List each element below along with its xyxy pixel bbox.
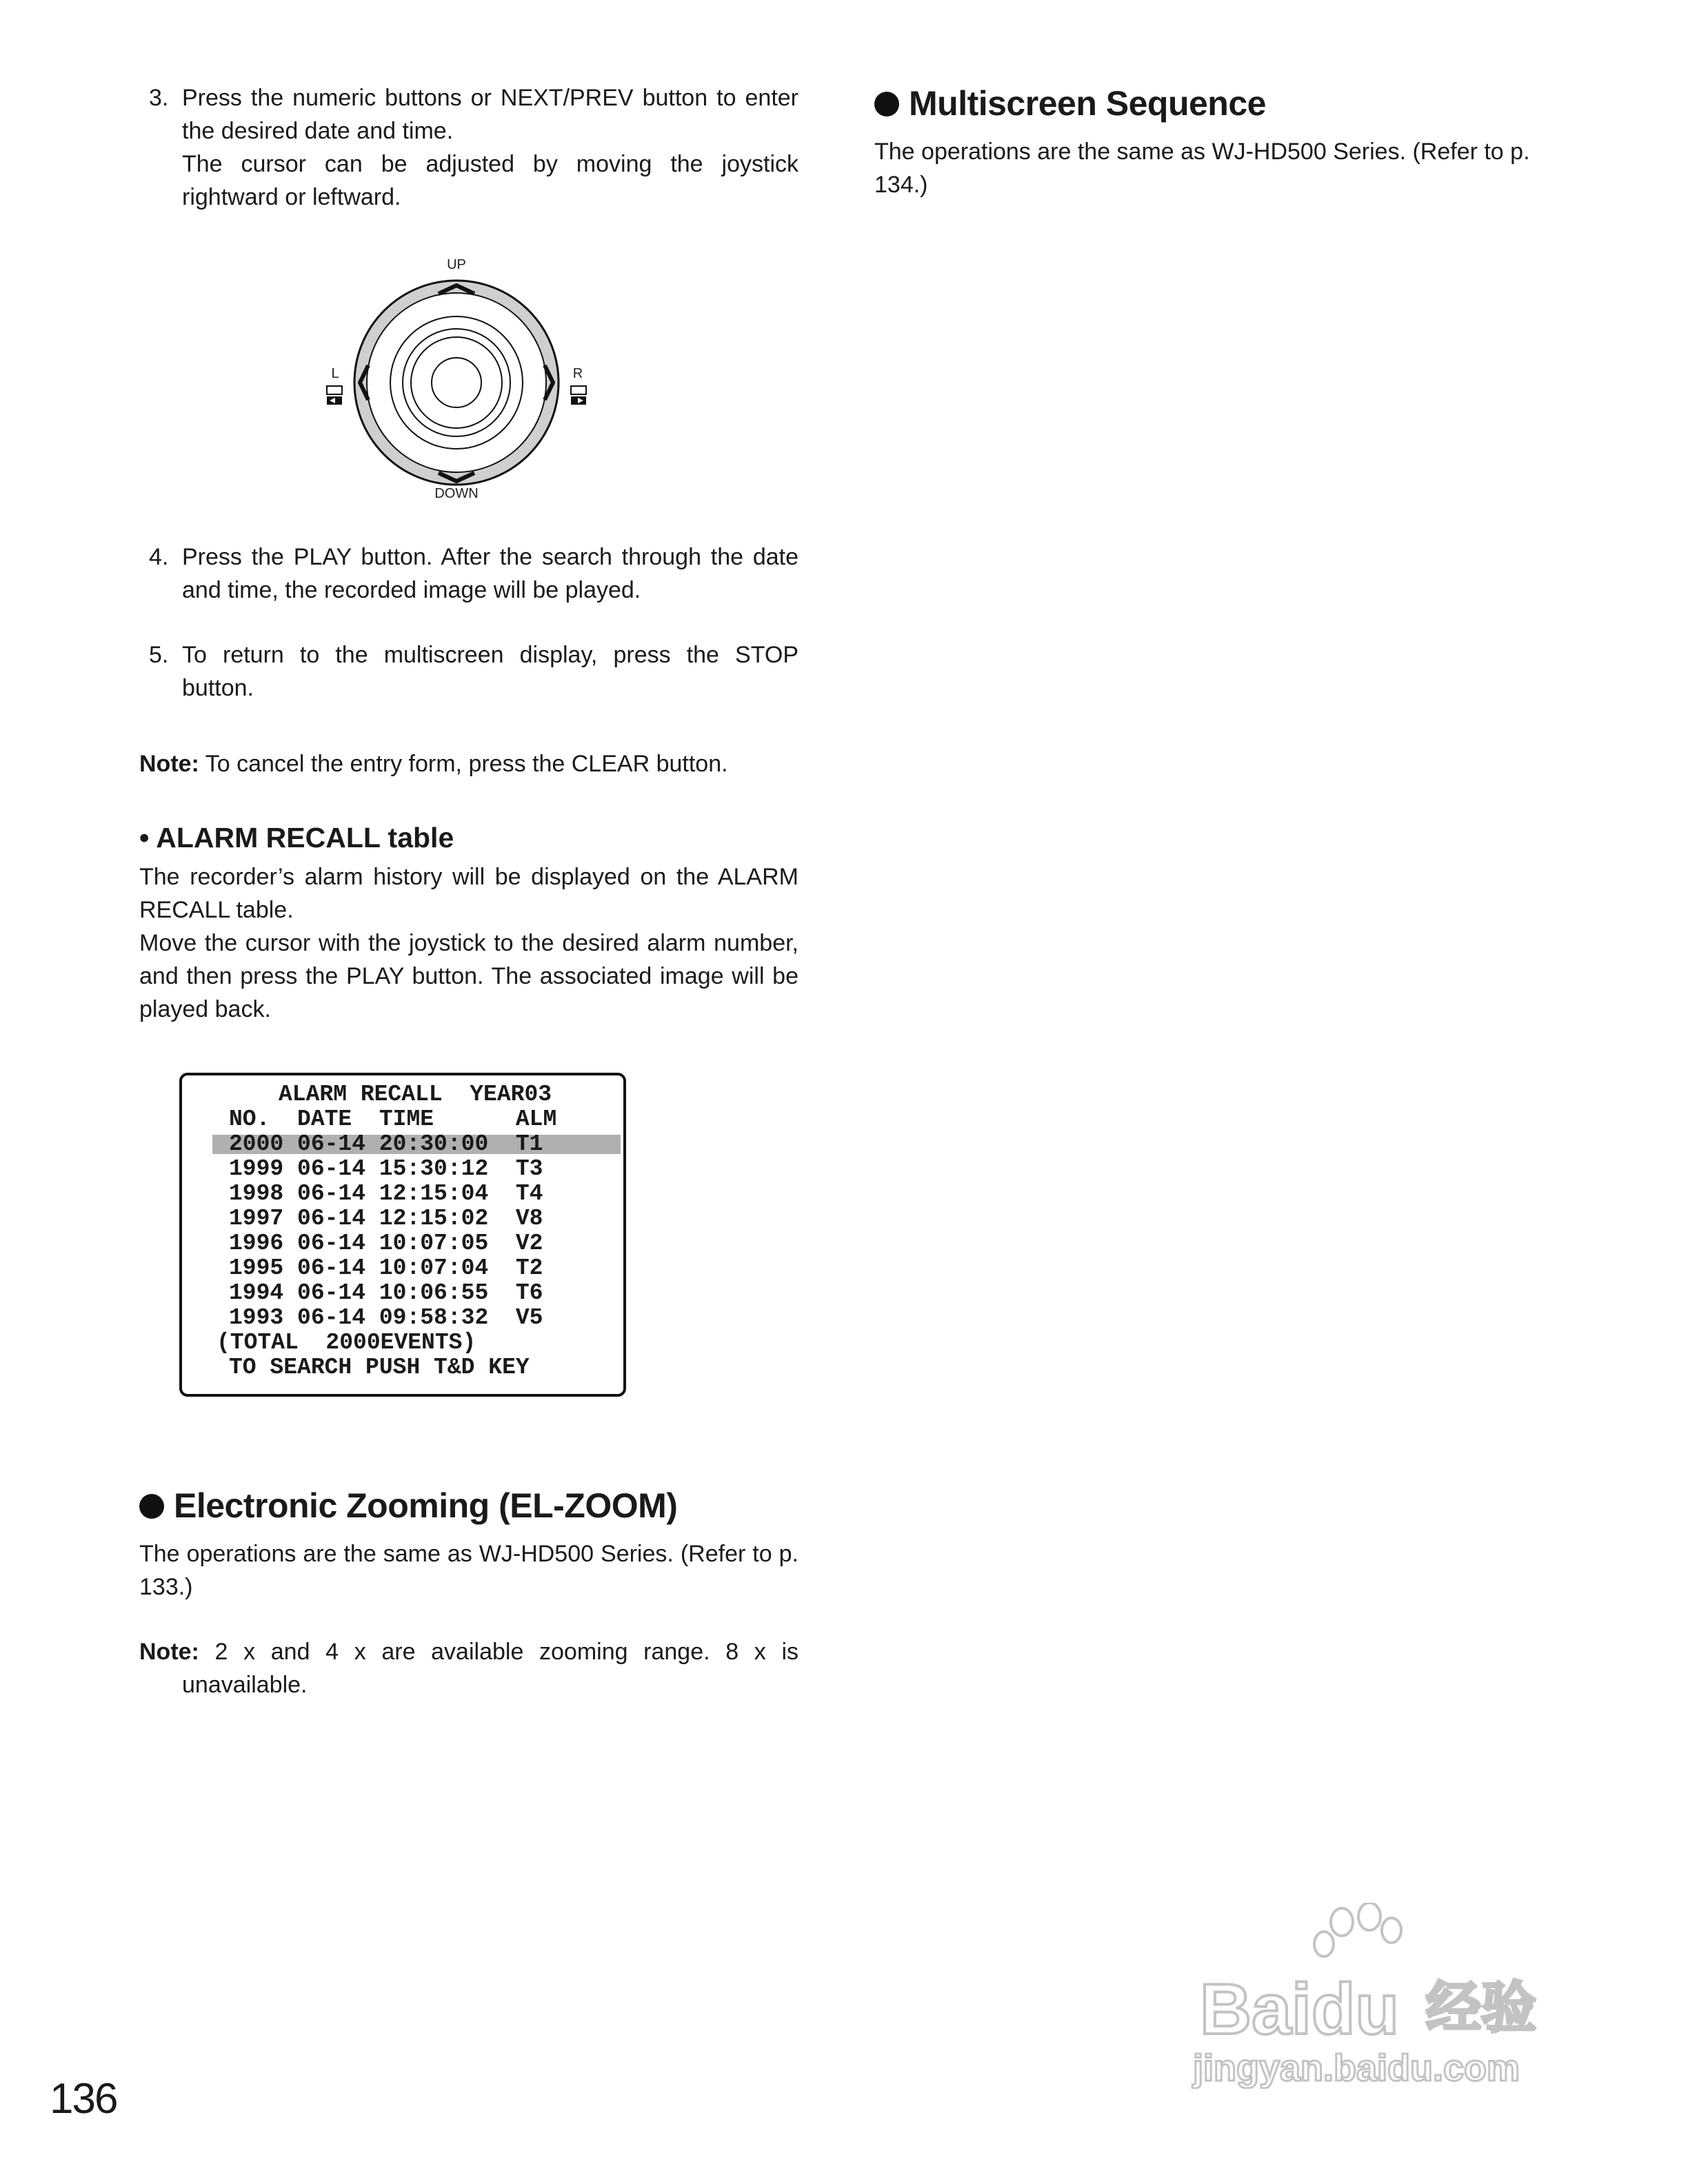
step-3-text: Press the numeric buttons or NEXT/PREV button to enter the desired date and time.	[182, 85, 798, 144]
table-row[interactable]: 1996 06-14 10:07:05 V2	[229, 1231, 543, 1256]
baidu-watermark	[1186, 1903, 1572, 2089]
multiscreen-heading-text: Multiscreen Sequence	[909, 84, 1266, 123]
alarm-table-footer: TO SEARCH PUSH T&D KEY	[229, 1355, 530, 1380]
note-label: Note:	[139, 1639, 199, 1665]
table-row[interactable]: 1998 06-14 12:15:04 T4	[229, 1181, 543, 1206]
table-row[interactable]: 1993 06-14 09:58:32 V5	[229, 1305, 543, 1331]
bullet-icon	[139, 1494, 164, 1519]
step-4	[139, 540, 798, 607]
alarm-recall-para-2: Move the cursor with the joystick to the desired alarm number, and then press the PLAY button. The associated image will be played back.	[139, 930, 798, 1022]
joystick-illustration	[312, 255, 601, 517]
elzoom-heading-text: Electronic Zooming (EL-ZOOM)	[174, 1486, 678, 1525]
table-row[interactable]: 2000 06-14 20:30:00 T1	[229, 1131, 543, 1157]
elzoom-text: The operations are the same as WJ-HD500 Series. (Refer to p. 133.)	[139, 1541, 798, 1600]
left-label: L	[331, 366, 339, 381]
step-5-text: To return to the multiscreen display, press the STOP button.	[182, 642, 798, 701]
down-label: DOWN	[434, 486, 479, 501]
page-number: 136	[50, 2075, 117, 2123]
table-row[interactable]: 1999 06-14 15:30:12 T3	[229, 1156, 543, 1182]
baidu-logo-icon	[1186, 1903, 1572, 2089]
note-text: To cancel the entry form, press the CLEAR button.	[205, 751, 728, 777]
step-number: 5.	[149, 642, 169, 668]
alarm-recall-heading: • ALARM RECALL table	[139, 822, 454, 853]
watermark-cn: 经验	[1426, 1976, 1536, 2040]
step-number: 4.	[149, 544, 169, 570]
multiscreen-heading	[874, 83, 1536, 124]
right-column	[874, 81, 1536, 201]
multiscreen-text: The operations are the same as WJ-HD500 Series. (Refer to p. 134.)	[874, 139, 1530, 198]
joystick-icon	[312, 255, 601, 517]
alarm-table-title: ALARM RECALL YEAR03	[279, 1082, 552, 1107]
step-number: 3.	[149, 85, 169, 111]
note-cancel	[139, 747, 798, 780]
alarm-table-header: NO. DATE TIME ALM	[229, 1106, 557, 1132]
table-row[interactable]: 1997 06-14 12:15:02 V8	[229, 1206, 543, 1231]
watermark-brand: Baidu	[1200, 1970, 1399, 2050]
left-column	[139, 81, 798, 1701]
step-4-text: Press the PLAY button. After the search through the date and time, the recorded image will be played.	[182, 544, 798, 603]
watermark-url: jingyan.baidu.com	[1193, 2048, 1520, 2089]
right-label: R	[572, 366, 583, 381]
note-text: 2 x and 4 x are available zooming range. 8 x is unavailable.	[182, 1639, 798, 1698]
up-label: UP	[447, 257, 466, 272]
alarm-recall-para-1: The recorder’s alarm history will be displayed on the ALARM RECALL table.	[139, 864, 798, 923]
alarm-table-total: (TOTAL 2000EVENTS)	[217, 1330, 476, 1355]
alarm-recall-screen	[179, 1073, 626, 1397]
step-3-note: The cursor can be adjusted by moving the joystick rightward or leftward.	[182, 151, 798, 210]
note-label: Note:	[139, 751, 199, 777]
step-3	[139, 81, 798, 214]
elzoom-heading	[139, 1485, 798, 1526]
table-row[interactable]: 1994 06-14 10:06:55 T6	[229, 1280, 543, 1306]
elzoom-note	[139, 1635, 798, 1701]
step-5	[139, 638, 798, 705]
table-row[interactable]: 1995 06-14 10:07:04 T2	[229, 1255, 543, 1281]
bullet-icon	[874, 92, 899, 117]
